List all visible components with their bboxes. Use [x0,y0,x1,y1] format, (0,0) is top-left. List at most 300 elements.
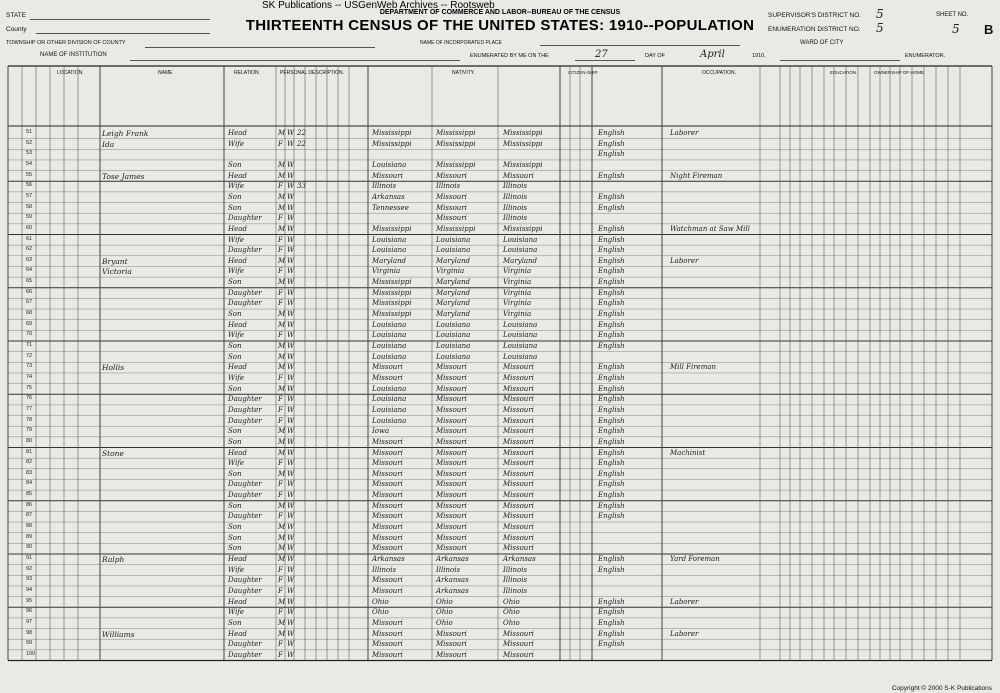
table-row [0,650,1000,661]
language-cell: English [598,299,625,308]
table-row [0,426,1000,437]
table-row [0,511,1000,522]
language-cell: English [598,192,625,201]
birthplace-cell: Missouri [372,437,403,446]
father-birthplace-cell: Mississippi [436,224,476,233]
mother-birthplace-cell: Louisiana [503,342,538,350]
language-cell: English [598,267,625,276]
language-cell: English [598,373,625,382]
line-number: 68 [26,310,33,317]
father-birthplace-cell: Missouri [436,491,467,500]
father-birthplace-cell: Illinois [436,182,461,191]
column-education-header: EDUCATION. [830,70,858,75]
line-number: 65 [26,278,33,285]
mother-birthplace-cell: Virginia [503,310,532,319]
race-cell: W [287,299,295,308]
mother-birthplace-cell: Missouri [503,640,534,649]
language-cell: English [598,139,625,148]
line-number: 75 [26,384,33,391]
birthplace-cell: Louisiana [372,235,407,244]
sex-cell: F [278,650,283,659]
sex-cell: M [278,629,286,638]
birthplace-cell: Arkansas [372,555,405,563]
father-birthplace-cell: Maryland [436,299,471,308]
line-number: 80 [26,437,33,444]
person-name: Tose James [102,171,145,181]
relation-cell: Head [228,320,247,329]
language-cell: English [598,480,625,489]
race-cell: W [287,459,295,468]
line-number: 97 [26,618,33,625]
sex-cell: F [278,182,283,191]
birthplace-cell: Ohio [372,597,389,606]
sex-cell: M [278,278,286,287]
relation-cell: Son [228,437,242,446]
day-value: 27 [595,49,608,60]
race-cell: W [287,555,295,563]
relation-cell: Son [228,544,242,553]
language-cell: English [598,608,625,617]
table-row [0,352,1000,363]
relation-cell: Daughter [228,576,262,585]
birthplace-cell: Mississippi [372,278,412,287]
line-number: 76 [26,395,33,402]
person-name: Ralph [102,555,125,564]
table-row [0,405,1000,416]
sex-cell: M [278,256,286,265]
relation-cell: Head [228,363,247,372]
father-birthplace-cell: Missouri [436,427,467,436]
language-cell: English [598,331,625,340]
language-cell: English [598,555,625,563]
race-cell: W [287,586,295,595]
column-ownership-header: OWNERSHIP OF HOME. [874,70,926,75]
person-name: Stone [102,448,124,458]
father-birthplace-cell: Missouri [436,459,467,468]
father-birthplace-cell: Louisiana [436,331,471,340]
language-cell: English [598,129,625,137]
sex-cell: M [278,597,286,606]
language-cell: English [598,405,625,414]
copyright-notice: Copyright © 2000 S-K Publications [891,685,992,692]
language-cell: English [598,501,625,510]
ward-label: WARD OF CITY [800,40,844,46]
sex-cell: F [278,491,283,500]
table-row [0,128,1000,139]
table-row [0,171,1000,182]
mother-birthplace-cell: Missouri [503,512,534,521]
father-birthplace-cell: Missouri [436,171,467,180]
birthplace-cell: Louisiana [372,246,407,255]
supervisor-value: 5 [876,7,884,21]
line-number: 66 [26,288,33,295]
line-number: 74 [26,373,33,380]
relation-cell: Son [228,310,242,319]
birthplace-cell: Missouri [372,501,403,510]
relation-cell: Son [228,192,242,201]
mother-birthplace-cell: Virginia [503,288,532,297]
language-cell: English [598,384,625,393]
line-number: 99 [26,640,33,647]
relation-cell: Son [228,523,242,532]
race-cell: W [287,139,295,148]
line-number: 51 [26,129,33,135]
father-birthplace-cell: Louisiana [436,246,471,255]
race-cell: W [287,235,295,244]
mother-birthplace-cell: Missouri [503,373,534,382]
table-row [0,437,1000,448]
line-number: 96 [26,608,33,615]
father-birthplace-cell: Missouri [436,448,467,457]
table-row [0,298,1000,309]
line-number: 52 [26,139,33,146]
language-cell: English [598,629,625,638]
mother-birthplace-cell: Missouri [503,523,534,532]
birthplace-cell: Ohio [372,608,389,617]
line-number: 78 [26,416,33,423]
birthplace-cell: Mississippi [372,299,412,308]
relation-cell: Wife [228,182,245,191]
birthplace-cell: Mississippi [372,129,412,137]
father-birthplace-cell: Illinois [436,565,461,574]
relation-cell: Daughter [228,214,262,223]
birthplace-cell: Missouri [372,480,403,489]
mother-birthplace-cell: Missouri [503,629,534,638]
race-cell: W [287,384,295,393]
table-row [0,277,1000,288]
father-birthplace-cell: Maryland [436,288,471,297]
table-row [0,139,1000,150]
line-number: 63 [26,256,33,263]
relation-cell: Head [228,256,247,265]
sex-cell: M [278,555,286,563]
race-cell: W [287,224,295,233]
table-row [0,575,1000,586]
race-cell: W [287,320,295,329]
sex-cell: M [278,384,286,393]
line-number: 77 [26,405,33,412]
line-number: 64 [26,267,33,274]
race-cell: W [287,331,295,340]
race-cell: W [287,171,295,180]
mother-birthplace-cell: Louisiana [503,246,538,255]
enumerator-label: ENUMERATOR. [905,53,946,59]
sex-cell: M [278,501,286,510]
line-number: 88 [26,523,33,530]
occupation-cell: Laborer [670,256,699,265]
race-cell: W [287,288,295,297]
table-row [0,373,1000,384]
sheet-value: 5 [952,22,960,36]
relation-cell: Son [228,618,242,627]
page-title: THIRTEENTH CENSUS OF THE UNITED STATES: 1910--POPULATION [245,17,755,34]
language-cell: English [598,416,625,425]
table-row [0,458,1000,469]
father-birthplace-cell: Arkansas [436,576,469,585]
race-cell: W [287,278,295,287]
age-cell: 22 [297,139,306,148]
race-cell: W [287,214,295,223]
language-cell: English [598,203,625,212]
table-row [0,245,1000,256]
birthplace-cell: Missouri [372,618,403,627]
line-number: 100 [26,650,36,657]
sex-cell: M [278,427,286,436]
language-cell: English [598,363,625,372]
sex-cell: M [278,618,286,627]
mother-birthplace-cell: Mississippi [503,160,543,169]
birthplace-cell: Louisiana [372,416,407,425]
line-number: 93 [26,576,33,583]
race-cell: W [287,533,295,542]
relation-cell: Daughter [228,640,262,649]
race-cell: W [287,437,295,446]
language-cell: English [598,459,625,468]
birthplace-cell: Mississippi [372,288,412,297]
mother-birthplace-cell: Missouri [503,437,534,446]
birthplace-cell: Missouri [372,373,403,382]
line-number: 81 [26,448,33,455]
father-birthplace-cell: Louisiana [436,342,471,350]
relation-cell: Daughter [228,299,262,308]
sex-cell: F [278,299,283,308]
language-cell: English [598,512,625,521]
occupation-cell: Yard Foreman [670,555,720,563]
table-row [0,256,1000,267]
mother-birthplace-cell: Louisiana [503,320,538,329]
father-birthplace-cell: Missouri [436,512,467,521]
line-number: 89 [26,533,33,540]
race-cell: W [287,650,295,659]
language-cell: English [598,224,625,233]
table-row [0,469,1000,480]
birthplace-cell: Missouri [372,586,403,595]
race-cell: W [287,395,295,404]
mother-birthplace-cell: Missouri [503,501,534,510]
sex-cell: M [278,544,286,553]
father-birthplace-cell: Ohio [436,608,453,617]
table-row [0,235,1000,246]
mother-birthplace-cell: Missouri [503,650,534,659]
year-label: 1910. [752,53,766,59]
mother-birthplace-cell: Ohio [503,597,520,606]
father-birthplace-cell: Missouri [436,640,467,649]
mother-birthplace-cell: Missouri [503,363,534,372]
sex-cell: M [278,203,286,212]
father-birthplace-cell: Missouri [436,416,467,425]
language-cell: English [598,395,625,404]
birthplace-cell: Missouri [372,469,403,478]
relation-cell: Daughter [228,405,262,414]
column-location-header: LOCATION. [57,70,84,76]
sex-cell: F [278,608,283,617]
table-row [0,522,1000,533]
race-cell: W [287,352,295,361]
line-number: 57 [26,192,33,199]
supervisor-label: SUPERVISOR'S DISTRICT NO. [768,12,862,19]
birthplace-cell: Illinois [372,565,397,574]
mother-birthplace-cell: Missouri [503,171,534,180]
relation-cell: Wife [228,565,245,574]
sex-cell: M [278,523,286,532]
mother-birthplace-cell: Missouri [503,533,534,542]
race-cell: W [287,469,295,478]
mother-birthplace-cell: Missouri [503,416,534,425]
relation-cell: Daughter [228,246,262,255]
race-cell: W [287,363,295,372]
enumeration-value: 5 [876,21,884,35]
sex-cell: F [278,565,283,574]
mother-birthplace-cell: Illinois [503,565,528,574]
line-number: 58 [26,203,33,210]
mother-birthplace-cell: Virginia [503,299,532,308]
birthplace-cell: Missouri [372,523,403,532]
line-number: 86 [26,501,33,508]
birthplace-cell: Missouri [372,533,403,542]
mother-birthplace-cell: Missouri [503,469,534,478]
line-number: 53 [26,150,33,157]
sheet-label: SHEET NO. [936,12,969,18]
line-number: 73 [26,363,33,370]
sex-cell: F [278,267,283,276]
relation-cell: Wife [228,608,245,617]
mother-birthplace-cell: Mississippi [503,139,543,148]
father-birthplace-cell: Mississippi [436,129,476,137]
father-birthplace-cell: Missouri [436,203,467,212]
mother-birthplace-cell: Missouri [503,384,534,393]
place-label: NAME OF INCORPORATED PLACE [420,40,502,46]
mother-birthplace-cell: Missouri [503,395,534,404]
language-cell: English [598,278,625,287]
sex-cell: F [278,139,283,148]
table-row [0,362,1000,373]
father-birthplace-cell: Maryland [436,256,471,265]
table-row [0,320,1000,331]
month-value: April [700,49,725,60]
sex-cell: M [278,160,286,169]
table-row [0,341,1000,352]
table-row [0,288,1000,299]
mother-birthplace-cell: Louisiana [503,331,538,340]
relation-cell: Wife [228,331,245,340]
line-number: 90 [26,544,33,551]
table-row [0,479,1000,490]
table-row [0,192,1000,203]
day-of-label: DAY OF [645,53,665,59]
sex-cell: F [278,480,283,489]
sex-cell: F [278,576,283,585]
birthplace-cell: Missouri [372,512,403,521]
enumeration-label: ENUMERATION DISTRICT NO. [768,26,861,33]
relation-cell: Son [228,533,242,542]
birthplace-cell: Mississippi [372,224,412,233]
language-cell: English [598,310,625,319]
relation-cell: Son [228,427,242,436]
race-cell: W [287,129,295,137]
column-personal-header: PERSONAL DESCRIPTION. [280,70,344,76]
mother-birthplace-cell: Missouri [503,491,534,500]
race-cell: W [287,544,295,553]
line-number: 87 [26,512,33,519]
birthplace-cell: Arkansas [372,192,405,201]
father-birthplace-cell: Missouri [436,533,467,542]
line-number: 98 [26,629,33,636]
birthplace-cell: Iowa [372,427,390,436]
birthplace-cell: Missouri [372,640,403,649]
sex-cell: F [278,405,283,414]
table-row [0,501,1000,512]
birthplace-cell: Missouri [372,459,403,468]
race-cell: W [287,480,295,489]
father-birthplace-cell: Missouri [436,523,467,532]
mother-birthplace-cell: Arkansas [503,555,536,563]
race-cell: W [287,160,295,169]
relation-cell: Wife [228,373,245,382]
sex-cell: M [278,129,286,137]
line-number: 85 [26,491,33,498]
township-label: TOWNSHIP OR OTHER DIVISION OF COUNTY [6,40,126,46]
language-cell: English [598,246,625,255]
relation-cell: Son [228,203,242,212]
line-number: 91 [26,555,33,561]
occupation-cell: Machinist [670,448,706,457]
line-number: 61 [26,235,33,242]
race-cell: W [287,373,295,382]
father-birthplace-cell: Louisiana [436,352,471,361]
occupation-cell: Laborer [670,129,699,137]
state-label: STATE [6,12,26,19]
column-citizenship-header: CITIZEN-SHIP. [568,70,599,75]
birthplace-cell: Tennessee [372,203,409,212]
relation-cell: Head [228,129,247,137]
race-cell: W [287,512,295,521]
relation-cell: Daughter [228,512,262,521]
relation-cell: Son [228,160,242,169]
language-cell: English [598,171,625,180]
relation-cell: Wife [228,139,245,148]
column-name-header: NAME [158,70,173,76]
language-cell: English [598,288,625,297]
sex-cell: F [278,586,283,595]
race-cell: W [287,310,295,319]
table-row [0,160,1000,171]
table-row [0,330,1000,341]
table-row [0,309,1000,320]
race-cell: W [287,267,295,276]
line-number: 84 [26,480,33,487]
birthplace-cell: Missouri [372,448,403,457]
line-number: 94 [26,586,33,593]
sex-cell: F [278,395,283,404]
father-birthplace-cell: Missouri [436,395,467,404]
relation-cell: Son [228,342,242,350]
father-birthplace-cell: Missouri [436,480,467,489]
birthplace-cell: Louisiana [372,395,407,404]
relation-cell: Daughter [228,586,262,595]
table-row [0,607,1000,618]
person-name: Williams [102,629,135,639]
birthplace-cell: Louisiana [372,331,407,340]
occupation-cell: Night Fireman [670,171,723,180]
father-birthplace-cell: Maryland [436,278,471,287]
father-birthplace-cell: Missouri [436,469,467,478]
mother-birthplace-cell: Ohio [503,608,520,617]
line-number: 67 [26,299,33,306]
race-cell: W [287,618,295,627]
age-cell: 22 [297,129,306,137]
relation-cell: Wife [228,459,245,468]
line-number: 72 [26,352,33,359]
